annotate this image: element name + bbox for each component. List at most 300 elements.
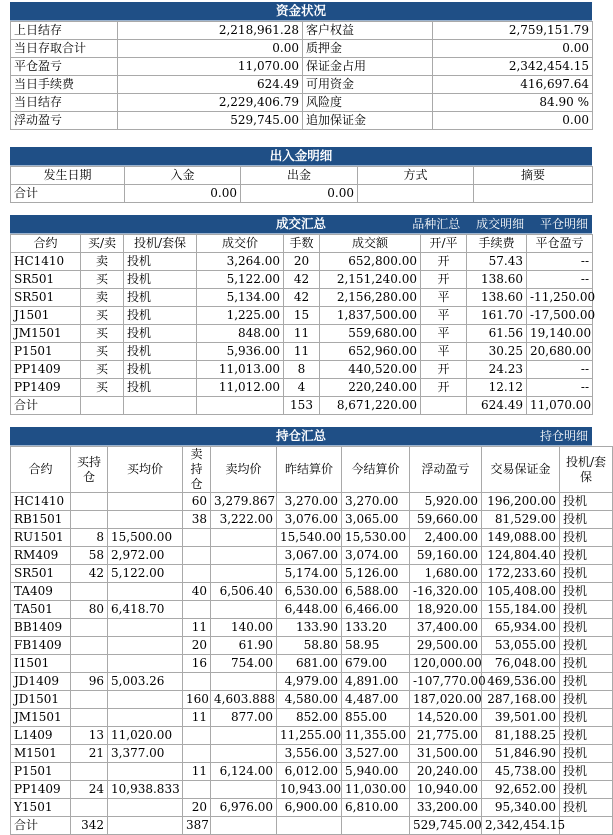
position-cell: 53,055.00 <box>482 637 560 655</box>
position-cell: 1,680.00 <box>410 565 482 583</box>
position-cell <box>71 709 108 727</box>
position-cell: 投机 <box>560 565 613 583</box>
positions-total-pnl: 529,745.00 <box>410 817 482 835</box>
trade-cell: 11 <box>284 343 320 361</box>
positions-header-row <box>11 447 613 493</box>
position-cell: 10,940.00 <box>410 781 482 799</box>
trade-cell: 投机 <box>124 253 197 271</box>
funds-label: 可用资金 <box>303 76 433 94</box>
deposits-header-row <box>11 167 593 185</box>
position-cell: JM1501 <box>11 709 71 727</box>
position-cell <box>183 673 211 691</box>
trade-cell: -11,250.00 <box>527 289 593 307</box>
position-cell: 投机 <box>560 637 613 655</box>
position-cell: 24 <box>71 781 108 799</box>
trade-cell: -17,500.00 <box>527 307 593 325</box>
position-cell <box>108 709 183 727</box>
funds-row <box>11 112 593 130</box>
position-cell: 4,603.888 <box>211 691 277 709</box>
empty-cell <box>358 185 474 203</box>
trade-cell: 买 <box>81 271 124 289</box>
deposits-section <box>10 147 592 203</box>
position-cell <box>108 799 183 817</box>
position-cell <box>211 727 277 745</box>
trade-cell: 买 <box>81 361 124 379</box>
position-cell: 投机 <box>560 511 613 529</box>
funds-value: 0.00 <box>118 40 303 58</box>
empty-cell <box>124 397 197 415</box>
position-cell: PP1409 <box>11 781 71 799</box>
position-cell: TA409 <box>11 583 71 601</box>
positions-col-header: 昨结算价 <box>277 447 342 493</box>
trades-header <box>10 215 592 234</box>
trades-table <box>10 234 596 415</box>
trade-cell: -- <box>527 361 593 379</box>
trade-cell: 24.23 <box>467 361 527 379</box>
position-cell <box>71 799 108 817</box>
col-summary: 摘要 <box>474 167 593 185</box>
trades-col-header: 投机/套保 <box>124 235 197 253</box>
trade-cell: 卖 <box>81 289 124 307</box>
position-cell: 6,418.70 <box>108 601 183 619</box>
link-trade-detail[interactable]: 成交明细 <box>476 217 525 231</box>
trades-total-pnl: 11,070.00 <box>527 397 593 415</box>
trade-cell: 20,680.00 <box>527 343 593 361</box>
trade-cell: 1,837,500.00 <box>320 307 421 325</box>
deposits-total-row <box>11 185 593 203</box>
position-cell: 3,065.00 <box>342 511 410 529</box>
trade-cell: 平 <box>421 289 467 307</box>
position-cell: 投机 <box>560 673 613 691</box>
position-cell: 65,934.00 <box>482 619 560 637</box>
position-cell: 59,660.00 <box>410 511 482 529</box>
funds-label: 当日存取合计 <box>11 40 118 58</box>
position-cell: 11,030.00 <box>342 781 410 799</box>
position-cell: 37,400.00 <box>410 619 482 637</box>
funds-label: 质押金 <box>303 40 433 58</box>
empty-cell <box>197 397 284 415</box>
position-cell: 6,466.00 <box>342 601 410 619</box>
trade-row <box>11 379 593 397</box>
trade-cell: 5,122.00 <box>197 271 284 289</box>
funds-label: 上日结存 <box>11 22 118 40</box>
trade-cell: J1501 <box>11 307 81 325</box>
position-cell: 4,979.00 <box>277 673 342 691</box>
trade-cell: 投机 <box>124 343 197 361</box>
position-cell: 172,233.60 <box>482 565 560 583</box>
position-cell: 155,184.00 <box>482 601 560 619</box>
position-cell: 3,076.00 <box>277 511 342 529</box>
position-cell <box>108 691 183 709</box>
position-cell: JD1409 <box>11 673 71 691</box>
deposits-table <box>10 166 593 203</box>
position-cell: 投机 <box>560 583 613 601</box>
positions-total-row <box>11 817 613 835</box>
funds-row <box>11 22 593 40</box>
position-cell <box>183 781 211 799</box>
trades-total-row <box>11 397 593 415</box>
trades-title: 成交汇总 <box>275 216 326 231</box>
position-cell: 2,400.00 <box>410 529 482 547</box>
position-cell: 38 <box>183 511 211 529</box>
trade-cell: PP1409 <box>11 361 81 379</box>
position-cell: I1501 <box>11 655 71 673</box>
position-cell: 5,174.00 <box>277 565 342 583</box>
trade-cell: HC1410 <box>11 253 81 271</box>
position-cell: 11,355.00 <box>342 727 410 745</box>
trades-total-fee: 624.49 <box>467 397 527 415</box>
position-cell: BB1409 <box>11 619 71 637</box>
position-cell: 11,020.00 <box>108 727 183 745</box>
trade-row <box>11 289 593 307</box>
position-cell: 16 <box>183 655 211 673</box>
trade-cell: 57.43 <box>467 253 527 271</box>
position-cell: 3,074.00 <box>342 547 410 565</box>
position-cell: 124,804.40 <box>482 547 560 565</box>
trade-cell: 559,680.00 <box>320 325 421 343</box>
position-cell: M1501 <box>11 745 71 763</box>
funds-label: 保证金占用 <box>303 58 433 76</box>
funds-label: 客户权益 <box>303 22 433 40</box>
position-cell: 21 <box>71 745 108 763</box>
funds-row <box>11 40 593 58</box>
position-row <box>11 547 613 565</box>
positions-col-header: 卖均价 <box>211 447 277 493</box>
funds-row <box>11 58 593 76</box>
deposits-title: 出入金明细 <box>269 148 333 163</box>
trade-cell: 848.00 <box>197 325 284 343</box>
trade-row <box>11 361 593 379</box>
position-cell: 469,536.00 <box>482 673 560 691</box>
position-cell: 39,501.00 <box>482 709 560 727</box>
positions-title: 持仓汇总 <box>275 428 326 443</box>
position-row <box>11 727 613 745</box>
position-cell: 20 <box>183 799 211 817</box>
positions-col-header: 买均价 <box>108 447 183 493</box>
position-cell: 149,088.00 <box>482 529 560 547</box>
position-cell: 160 <box>183 691 211 709</box>
trades-total-lots: 153 <box>284 397 320 415</box>
position-cell: 6,976.00 <box>211 799 277 817</box>
funds-value: 2,229,406.79 <box>118 94 303 112</box>
trade-cell: 开 <box>421 361 467 379</box>
trade-cell: 投机 <box>124 307 197 325</box>
trades-col-header: 手续费 <box>467 235 527 253</box>
trade-cell: 30.25 <box>467 343 527 361</box>
trade-cell: JM1501 <box>11 325 81 343</box>
positions-total-label: 合计 <box>11 817 71 835</box>
position-cell: 11 <box>183 619 211 637</box>
position-cell: 51,846.90 <box>482 745 560 763</box>
position-cell <box>108 637 183 655</box>
trade-cell: P1501 <box>11 343 81 361</box>
col-in: 入金 <box>125 167 241 185</box>
position-cell: 10,943.00 <box>277 781 342 799</box>
trade-cell: -- <box>527 379 593 397</box>
positions-col-header: 今结算价 <box>342 447 410 493</box>
position-cell <box>108 619 183 637</box>
position-cell: 3,279.867 <box>211 493 277 511</box>
funds-value: 0.00 <box>433 112 593 130</box>
trade-cell: 平 <box>421 325 467 343</box>
trade-cell: 15 <box>284 307 320 325</box>
position-cell: 196,200.00 <box>482 493 560 511</box>
position-cell: 58.80 <box>277 637 342 655</box>
position-cell: 120,000.00 <box>410 655 482 673</box>
position-cell: 6,900.00 <box>277 799 342 817</box>
position-cell <box>211 673 277 691</box>
trade-cell: 138.60 <box>467 289 527 307</box>
link-position-detail[interactable]: 持仓明细 <box>539 429 588 443</box>
position-cell: 6,448.00 <box>277 601 342 619</box>
trade-row <box>11 271 593 289</box>
positions-header <box>10 427 592 446</box>
position-cell: 投机 <box>560 529 613 547</box>
total-out: 0.00 <box>241 185 358 203</box>
trade-cell: -- <box>527 253 593 271</box>
trade-cell: 2,156,280.00 <box>320 289 421 307</box>
link-product-summary[interactable]: 品种汇总 <box>412 217 461 231</box>
trade-cell: 161.70 <box>467 307 527 325</box>
position-cell <box>211 781 277 799</box>
position-cell: JD1501 <box>11 691 71 709</box>
trade-cell: 42 <box>284 271 320 289</box>
position-cell: 14,520.00 <box>410 709 482 727</box>
position-cell: 10,938.833 <box>108 781 183 799</box>
position-cell: 11,255.00 <box>277 727 342 745</box>
position-cell: 60 <box>183 493 211 511</box>
position-cell: 5,122.00 <box>108 565 183 583</box>
trade-cell: 买 <box>81 307 124 325</box>
trade-cell: 2,151,240.00 <box>320 271 421 289</box>
position-cell: 3,067.00 <box>277 547 342 565</box>
trade-row <box>11 253 593 271</box>
position-row <box>11 637 613 655</box>
trade-cell: SR501 <box>11 289 81 307</box>
position-cell: 92,652.00 <box>482 781 560 799</box>
position-cell <box>71 637 108 655</box>
position-cell: 29,500.00 <box>410 637 482 655</box>
position-cell <box>71 493 108 511</box>
funds-label: 当日手续费 <box>11 76 118 94</box>
positions-total-margin: 2,342,454.15 <box>482 817 560 835</box>
position-cell <box>108 763 183 781</box>
position-cell <box>71 619 108 637</box>
col-date: 发生日期 <box>11 167 125 185</box>
position-cell: 4,891.00 <box>342 673 410 691</box>
position-cell: RB1501 <box>11 511 71 529</box>
position-row <box>11 799 613 817</box>
position-cell: 140.00 <box>211 619 277 637</box>
funds-value: 624.49 <box>118 76 303 94</box>
position-cell: SR501 <box>11 565 71 583</box>
trade-row <box>11 325 593 343</box>
trade-cell: 卖 <box>81 253 124 271</box>
trade-cell: 投机 <box>124 379 197 397</box>
trade-cell: SR501 <box>11 271 81 289</box>
position-cell <box>211 529 277 547</box>
funds-value: 84.90 % <box>433 94 593 112</box>
position-cell: 投机 <box>560 547 613 565</box>
trade-cell: 440,520.00 <box>320 361 421 379</box>
trade-cell: 平 <box>421 343 467 361</box>
trade-cell: 投机 <box>124 325 197 343</box>
trade-cell: 652,800.00 <box>320 253 421 271</box>
trade-cell: 61.56 <box>467 325 527 343</box>
trades-total-amount: 8,671,220.00 <box>320 397 421 415</box>
funds-value: 2,342,454.15 <box>433 58 593 76</box>
funds-label: 平仓盈亏 <box>11 58 118 76</box>
position-cell <box>108 655 183 673</box>
position-cell: 6,506.40 <box>211 583 277 601</box>
position-cell: 11 <box>183 709 211 727</box>
funds-table <box>10 21 593 130</box>
position-cell <box>211 745 277 763</box>
empty-cell <box>108 817 183 835</box>
position-cell: P1501 <box>11 763 71 781</box>
col-method: 方式 <box>358 167 474 185</box>
positions-col-header: 浮动盈亏 <box>410 447 482 493</box>
trade-cell: 1,225.00 <box>197 307 284 325</box>
position-cell: 852.00 <box>277 709 342 727</box>
position-cell: 3,556.00 <box>277 745 342 763</box>
trade-cell: 买 <box>81 343 124 361</box>
funds-label: 追加保证金 <box>303 112 433 130</box>
funds-value: 416,697.64 <box>433 76 593 94</box>
position-cell: 15,540.00 <box>277 529 342 547</box>
position-cell: L1409 <box>11 727 71 745</box>
position-cell: 3,377.00 <box>108 745 183 763</box>
trade-cell: 8 <box>284 361 320 379</box>
position-cell <box>211 601 277 619</box>
trades-col-header: 开/平 <box>421 235 467 253</box>
position-cell: 8 <box>71 529 108 547</box>
empty-cell <box>560 817 613 835</box>
position-cell <box>183 601 211 619</box>
position-cell: 133.90 <box>277 619 342 637</box>
link-close-detail[interactable]: 平仓明细 <box>539 217 588 231</box>
position-cell: 投机 <box>560 781 613 799</box>
position-cell: 4,487.00 <box>342 691 410 709</box>
empty-cell <box>421 397 467 415</box>
position-cell: 21,775.00 <box>410 727 482 745</box>
position-cell: 58.95 <box>342 637 410 655</box>
trade-cell: 开 <box>421 253 467 271</box>
trade-cell: 投机 <box>124 361 197 379</box>
position-cell: 投机 <box>560 709 613 727</box>
position-cell: 58 <box>71 547 108 565</box>
position-cell: 754.00 <box>211 655 277 673</box>
funds-value: 2,218,961.28 <box>118 22 303 40</box>
position-cell <box>71 763 108 781</box>
position-cell: HC1410 <box>11 493 71 511</box>
trade-cell: -- <box>527 271 593 289</box>
position-cell: 5,940.00 <box>342 763 410 781</box>
position-cell: 投机 <box>560 745 613 763</box>
position-cell: 81,529.00 <box>482 511 560 529</box>
trade-cell: 5,936.00 <box>197 343 284 361</box>
position-cell: 20,240.00 <box>410 763 482 781</box>
funds-section <box>10 2 592 130</box>
position-cell: 6,810.00 <box>342 799 410 817</box>
trade-row <box>11 307 593 325</box>
trade-cell: PP1409 <box>11 379 81 397</box>
position-cell <box>211 547 277 565</box>
position-cell <box>71 691 108 709</box>
position-cell: 96 <box>71 673 108 691</box>
positions-col-header: 投机/套保 <box>560 447 613 493</box>
trade-cell: 5,134.00 <box>197 289 284 307</box>
position-cell: 133.20 <box>342 619 410 637</box>
position-cell: 681.00 <box>277 655 342 673</box>
position-cell: 855.00 <box>342 709 410 727</box>
position-cell: 18,920.00 <box>410 601 482 619</box>
trade-cell: 3,264.00 <box>197 253 284 271</box>
position-cell: 5,126.00 <box>342 565 410 583</box>
trade-cell: 4 <box>284 379 320 397</box>
funds-row <box>11 94 593 112</box>
deposits-header <box>10 147 592 166</box>
position-cell: FB1409 <box>11 637 71 655</box>
trades-col-header: 成交价 <box>197 235 284 253</box>
trade-cell: 652,960.00 <box>320 343 421 361</box>
trades-col-header: 合约 <box>11 235 81 253</box>
position-row <box>11 709 613 727</box>
position-cell <box>183 565 211 583</box>
funds-row <box>11 76 593 94</box>
position-cell: 6,012.00 <box>277 763 342 781</box>
col-out: 出金 <box>241 167 358 185</box>
position-cell: 13 <box>71 727 108 745</box>
position-row <box>11 673 613 691</box>
empty-cell <box>342 817 410 835</box>
empty-cell <box>474 185 593 203</box>
trades-col-header: 成交额 <box>320 235 421 253</box>
position-row <box>11 763 613 781</box>
position-cell: 6,124.00 <box>211 763 277 781</box>
position-cell: 105,408.00 <box>482 583 560 601</box>
funds-value: 2,759,151.79 <box>433 22 593 40</box>
trade-cell: 20 <box>284 253 320 271</box>
position-cell: 15,530.00 <box>342 529 410 547</box>
position-cell <box>71 655 108 673</box>
trade-cell: 42 <box>284 289 320 307</box>
position-row <box>11 493 613 511</box>
trades-header-row <box>11 235 593 253</box>
position-cell: 3,222.00 <box>211 511 277 529</box>
position-cell: 42 <box>71 565 108 583</box>
position-row <box>11 745 613 763</box>
position-cell <box>108 511 183 529</box>
position-cell <box>108 583 183 601</box>
position-row <box>11 655 613 673</box>
position-cell <box>71 511 108 529</box>
position-cell: 80 <box>71 601 108 619</box>
position-cell: 61.90 <box>211 637 277 655</box>
trade-cell: 投机 <box>124 289 197 307</box>
empty-cell <box>81 397 124 415</box>
funds-header <box>10 2 592 21</box>
position-cell: 20 <box>183 637 211 655</box>
position-cell: 877.00 <box>211 709 277 727</box>
position-row <box>11 781 613 799</box>
total-in: 0.00 <box>125 185 241 203</box>
position-cell: 31,500.00 <box>410 745 482 763</box>
positions-total-sell: 387 <box>183 817 211 835</box>
position-cell <box>183 745 211 763</box>
position-cell: RU1501 <box>11 529 71 547</box>
position-cell: TA501 <box>11 601 71 619</box>
